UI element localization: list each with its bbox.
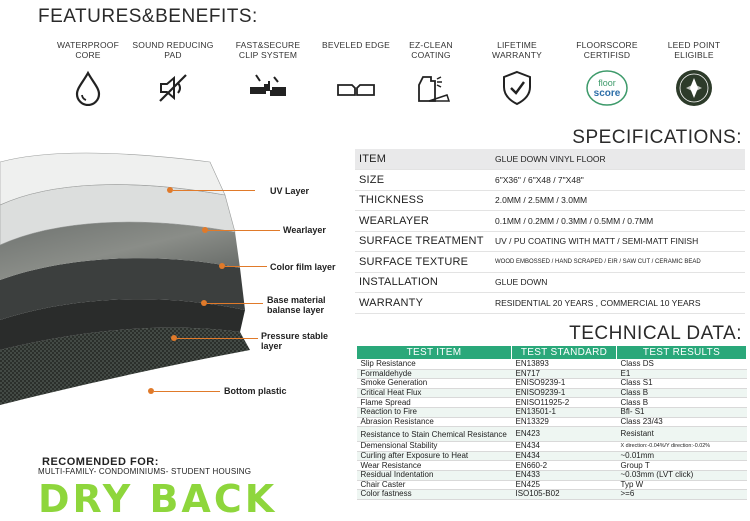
feature-label: BEVELED EDGE: [321, 40, 391, 50]
test-result: >=6: [617, 490, 747, 500]
spec-key: SIZE: [355, 170, 485, 191]
spec-value: 6"X36" / 6"X48 / 7"X48": [485, 170, 745, 191]
spec-row: [355, 149, 745, 170]
spec-key: INSTALLATION: [355, 272, 485, 293]
test-standard: EN434: [512, 451, 617, 461]
table-row: [357, 379, 747, 389]
test-standard: EN433: [512, 470, 617, 480]
test-result: ~0.03mm (LVT click): [617, 470, 747, 480]
layer-leader: [225, 266, 267, 267]
product-name: DRY BACK: [38, 477, 278, 521]
table-row: [357, 427, 747, 442]
shield-check-icon: [495, 66, 539, 110]
layer-label-base-material: Base material balanse layer: [267, 295, 326, 315]
test-item: Slip Resistance: [357, 360, 512, 370]
test-item: Resistance to Stain Chemical Resistance: [357, 427, 512, 442]
feature-label: FAST&SECURE CLIP SYSTEM: [235, 40, 301, 60]
test-standard: EN423: [512, 427, 617, 442]
test-result: Class 23/43: [617, 417, 747, 427]
spec-value: GLUE DOWN VINYL FLOOR: [485, 149, 745, 170]
svg-text:floor: floor: [598, 78, 616, 88]
spec-row: [355, 293, 745, 314]
test-item: Flame Spread: [357, 398, 512, 408]
test-item: Curling after Exposure to Heat: [357, 451, 512, 461]
layer-label-uv: UV Layer: [270, 186, 310, 196]
test-result: Class B: [617, 398, 747, 408]
table-row: [357, 407, 747, 417]
table-row: [357, 398, 747, 408]
test-result: Resistant: [617, 427, 747, 442]
test-item: Chair Caster: [357, 480, 512, 490]
table-row: [357, 490, 747, 500]
test-standard: EN717: [512, 369, 617, 379]
test-standard: EN13329: [512, 417, 617, 427]
test-standard: ISO105-B02: [512, 490, 617, 500]
technical-data-title: TECHNICAL DATA:: [569, 323, 742, 344]
column-header-test-item: TEST ITEM: [357, 346, 512, 360]
test-item: Reaction to Fire: [357, 407, 512, 417]
layer-label-color-film: Color film layer: [270, 262, 336, 272]
column-header-test-standard: TEST STANDARD: [512, 346, 617, 360]
test-item: Wear Resistance: [357, 461, 512, 471]
test-result: Class B: [617, 388, 747, 398]
table-row: [357, 461, 747, 471]
layer-leader: [177, 338, 258, 339]
feature-label: EZ-CLEAN COATING: [409, 40, 453, 60]
feature-beveled: [314, 40, 398, 110]
test-standard: EN434: [512, 442, 617, 452]
spec-key: SURFACE TEXTURE: [355, 252, 485, 273]
feature-label: WATERPROOF CORE: [57, 40, 119, 60]
layer-leader: [154, 391, 220, 392]
table-row: [357, 470, 747, 480]
test-standard: ENISO9239-1: [512, 379, 617, 389]
table-row: [357, 480, 747, 490]
test-result: X direction:-0.04%/Y direction:-0.02%: [617, 442, 747, 452]
spec-value: 2.0MM / 2.5MM / 3.0MM: [485, 190, 745, 211]
layer-label-bottom-plastic: Bottom plastic: [224, 386, 287, 396]
layer-leader: [208, 230, 280, 231]
technical-header-row: [357, 346, 747, 360]
spec-row: [355, 211, 745, 232]
table-row: [357, 360, 747, 370]
spec-value: 0.1MM / 0.2MM / 0.3MM / 0.5MM / 0.7MM: [485, 211, 745, 232]
specifications-table: [355, 149, 745, 314]
sound-mute-icon: [151, 66, 195, 110]
feature-clip: [226, 40, 310, 110]
test-standard: EN13893: [512, 360, 617, 370]
test-item: Abrasion Resistance: [357, 417, 512, 427]
spec-row: [355, 252, 745, 273]
beveled-edge-icon: [334, 66, 378, 110]
test-item: Critical Heat Flux: [357, 388, 512, 398]
layer-leader: [173, 190, 255, 191]
spec-row: [355, 272, 745, 293]
test-item: Smoke Generation: [357, 379, 512, 389]
spec-value: GLUE DOWN: [485, 272, 745, 293]
leed-seal-icon: [672, 66, 716, 110]
test-result: Bfl- S1: [617, 407, 747, 417]
spec-key: SURFACE TREATMENT: [355, 231, 485, 252]
test-result: ~0.01mm: [617, 451, 747, 461]
column-header-test-results: TEST RESULTS: [617, 346, 747, 360]
spec-key: WARRANTY: [355, 293, 485, 314]
test-result: Group T: [617, 461, 747, 471]
spec-key: WEARLAYER: [355, 211, 485, 232]
test-standard: EN660-2: [512, 461, 617, 471]
layer-stack-illustration: [0, 150, 260, 410]
recommended-list: MULTI-FAMILY- CONDOMINIUMS- STUDENT HOUSING: [38, 467, 252, 476]
test-standard: EN13501-1: [512, 407, 617, 417]
feature-warranty: [475, 40, 559, 110]
spec-row: [355, 190, 745, 211]
test-standard: EN425: [512, 480, 617, 490]
table-row: [357, 417, 747, 427]
cleaning-spray-icon: [409, 66, 453, 110]
test-result: Class S1: [617, 379, 747, 389]
specifications-title: SPECIFICATIONS:: [572, 127, 742, 148]
clip-joint-icon: [246, 66, 290, 110]
feature-label: FLOORSCORE CERTIFISD: [576, 40, 638, 60]
spec-key: ITEM: [355, 149, 485, 170]
feature-label: LEED POINT ELIGIBLE: [667, 40, 721, 60]
feature-label: LIFETIME WARRANTY: [492, 40, 542, 60]
table-row: [357, 442, 747, 452]
spec-row: [355, 231, 745, 252]
test-result: Class DS: [617, 360, 747, 370]
test-result: E1: [617, 369, 747, 379]
feature-leed: [652, 40, 736, 110]
test-item: Residual Indentation: [357, 470, 512, 480]
feature-floorscore: [565, 40, 649, 110]
technical-data-table: [356, 345, 747, 500]
test-item: Formaldehyde: [357, 369, 512, 379]
floorscore-logo-icon: [585, 66, 629, 110]
spec-value: WOOD EMBOSSED / HAND SCRAPED / EIR / SAW CUT / CERAMIC BEAD: [485, 252, 745, 273]
feature-ezclean: [389, 40, 473, 110]
feature-label: SOUND REDUCING PAD: [132, 40, 214, 60]
table-row: [357, 451, 747, 461]
feature-waterproof: [46, 40, 130, 110]
layer-label-pressure-stable: Pressure stable layer: [261, 331, 329, 351]
layer-leader: [207, 303, 263, 304]
features-title: FEATURES&BENEFITS:: [38, 6, 258, 27]
water-drop-icon: [66, 66, 110, 110]
table-row: [357, 388, 747, 398]
test-standard: ENISO11925-2: [512, 398, 617, 408]
feature-sound: [131, 40, 215, 110]
recommended-title: RECOMENDED FOR:: [42, 456, 159, 468]
test-result: Typ W: [617, 480, 747, 490]
test-standard: ENISO9239-1: [512, 388, 617, 398]
layer-diagram: [0, 150, 350, 410]
spec-value: UV / PU COATING WITH MATT / SEMI-MATT FINISH: [485, 231, 745, 252]
spec-key: THICKNESS: [355, 190, 485, 211]
spec-row: [355, 170, 745, 191]
test-item: Demensional Stability: [357, 442, 512, 452]
spec-value: RESIDENTIAL 20 YEARS , COMMERCIAL 10 YEARS: [485, 293, 745, 314]
test-item: Color fastness: [357, 490, 512, 500]
svg-text:score: score: [593, 88, 621, 99]
layer-label-wearlayer: Wearlayer: [283, 225, 326, 235]
table-row: [357, 369, 747, 379]
